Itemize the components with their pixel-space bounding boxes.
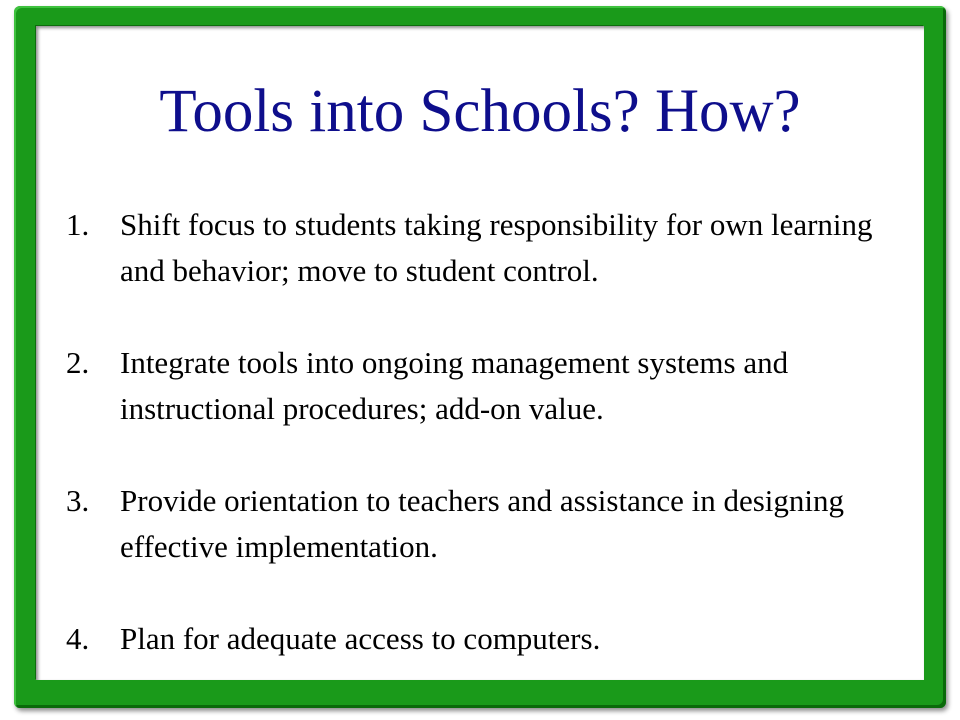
list-item-text: Integrate tools into ongoing management systems and instructional procedures; add-on value. xyxy=(120,345,789,426)
list-item-number: 3. xyxy=(66,483,90,518)
list-item-number: 4. xyxy=(66,621,90,656)
list-item xyxy=(66,616,906,662)
list-item xyxy=(66,340,906,432)
list-item-number: 1. xyxy=(66,207,90,242)
list-item xyxy=(66,478,906,570)
list-item-text: Shift focus to students taking responsibility for own learning and behavior; move to student control. xyxy=(120,207,873,288)
slide-title: Tools into Schools? How? xyxy=(159,78,801,145)
list-item-text: Plan for adequate access to computers. xyxy=(120,621,601,656)
list-item xyxy=(66,202,906,294)
list-item-number: 2. xyxy=(66,345,90,380)
list-item-text: Provide orientation to teachers and assistance in designing effective implementation. xyxy=(120,483,845,564)
numbered-list xyxy=(66,202,906,662)
